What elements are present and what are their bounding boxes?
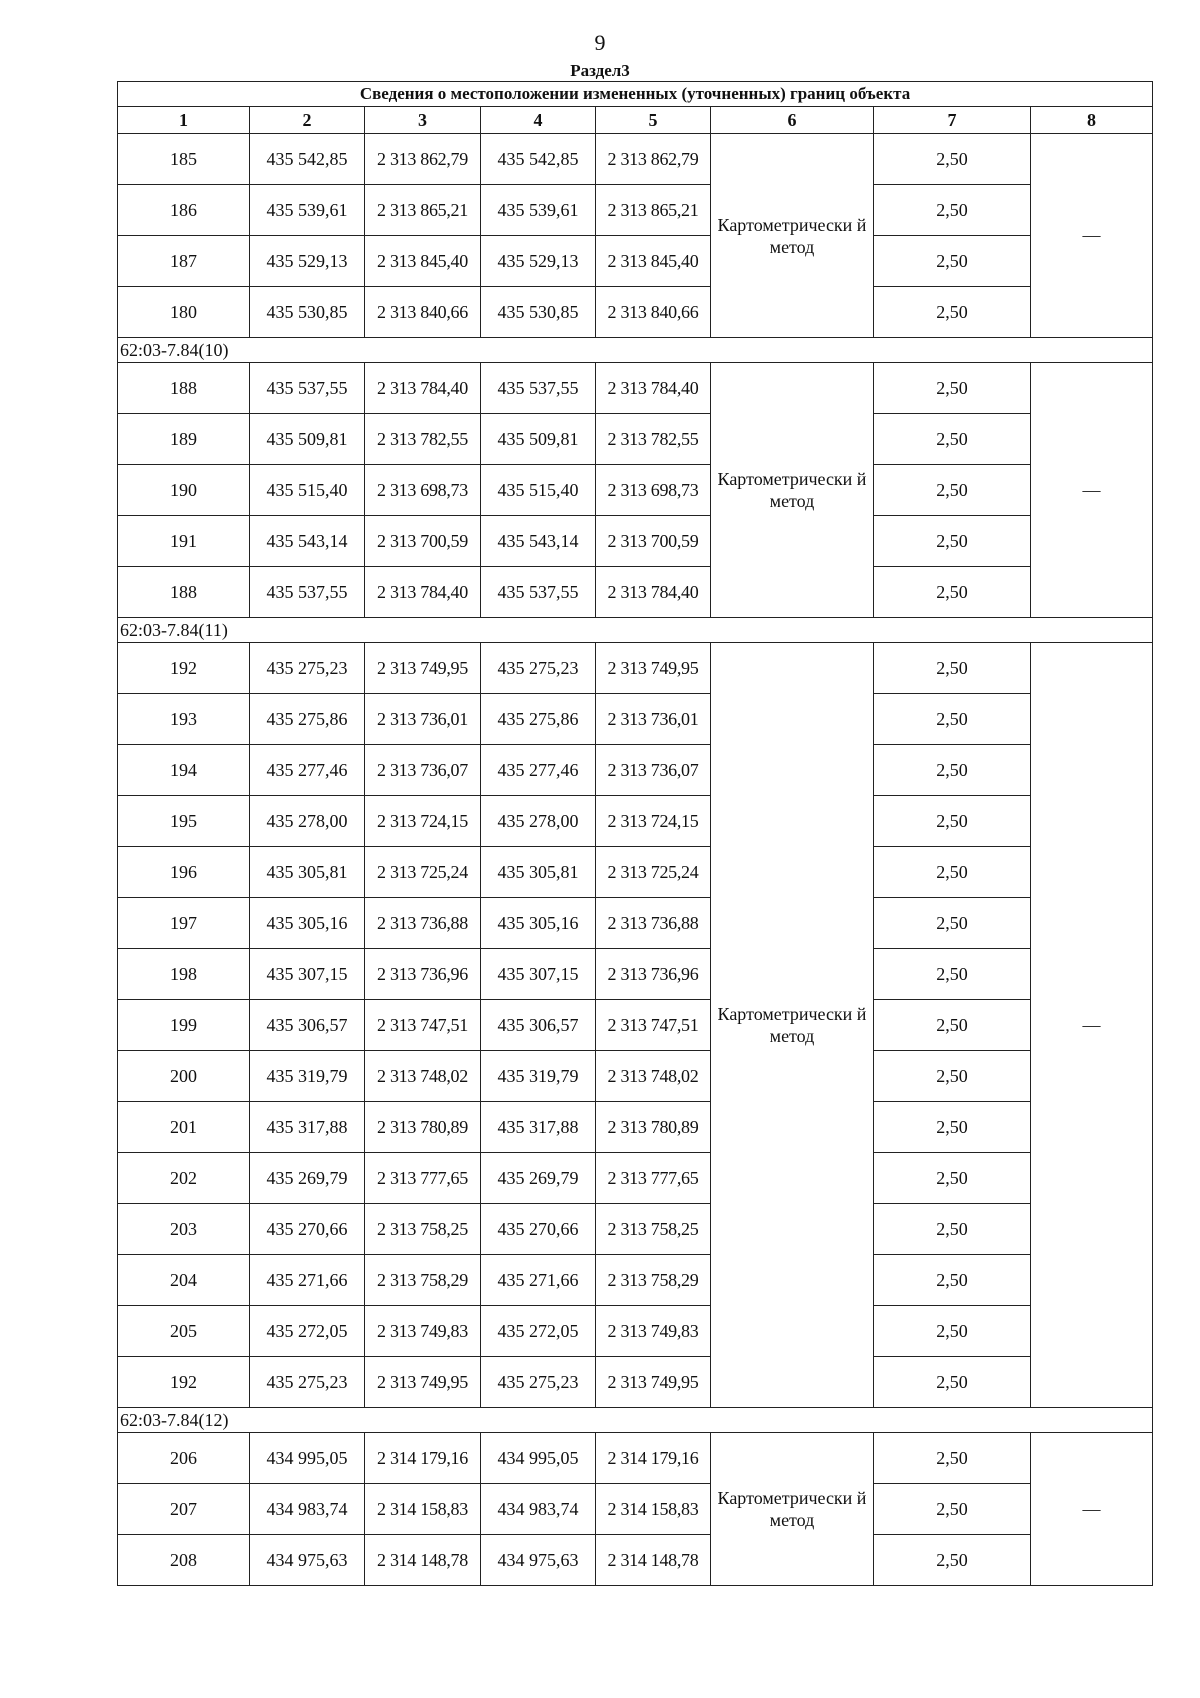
point-number: 197 xyxy=(118,898,250,949)
y-coordinate-new: 2 313 777,65 xyxy=(596,1153,711,1204)
x-coordinate: 435 542,85 xyxy=(250,134,365,185)
y-coordinate-new: 2 313 865,21 xyxy=(596,185,711,236)
parcel-group-row xyxy=(118,618,1153,643)
accuracy-value: 2,50 xyxy=(874,1153,1031,1204)
point-number: 199 xyxy=(118,1000,250,1051)
accuracy-value: 2,50 xyxy=(874,1051,1031,1102)
x-coordinate-new: 435 317,88 xyxy=(481,1102,596,1153)
accuracy-value: 2,50 xyxy=(874,185,1031,236)
column-header: 8 xyxy=(1031,107,1153,134)
point-number: 208 xyxy=(118,1535,250,1586)
x-coordinate-new: 435 509,81 xyxy=(481,414,596,465)
y-coordinate-new: 2 313 698,73 xyxy=(596,465,711,516)
x-coordinate: 435 271,66 xyxy=(250,1255,365,1306)
y-coordinate: 2 313 862,79 xyxy=(365,134,481,185)
y-coordinate-new: 2 313 845,40 xyxy=(596,236,711,287)
y-coordinate: 2 313 700,59 xyxy=(365,516,481,567)
x-coordinate-new: 435 515,40 xyxy=(481,465,596,516)
boundary-coordinates-table xyxy=(117,81,1153,1586)
accuracy-value: 2,50 xyxy=(874,1484,1031,1535)
y-coordinate: 2 313 780,89 xyxy=(365,1102,481,1153)
table-row xyxy=(118,287,1153,338)
table-row xyxy=(118,465,1153,516)
table-row xyxy=(118,1306,1153,1357)
y-coordinate: 2 313 698,73 xyxy=(365,465,481,516)
point-number: 192 xyxy=(118,643,250,694)
table-row xyxy=(118,1433,1153,1484)
y-coordinate: 2 313 845,40 xyxy=(365,236,481,287)
column-8-dash: — xyxy=(1031,643,1153,1408)
x-coordinate: 435 543,14 xyxy=(250,516,365,567)
parcel-group-label: 62:03-7.84(12) xyxy=(118,1408,1153,1433)
point-number: 196 xyxy=(118,847,250,898)
table-row xyxy=(118,516,1153,567)
y-coordinate-new: 2 313 749,83 xyxy=(596,1306,711,1357)
y-coordinate: 2 313 784,40 xyxy=(365,567,481,618)
y-coordinate-new: 2 313 782,55 xyxy=(596,414,711,465)
table-row xyxy=(118,847,1153,898)
table-row xyxy=(118,694,1153,745)
point-number: 185 xyxy=(118,134,250,185)
y-coordinate-new: 2 313 736,88 xyxy=(596,898,711,949)
accuracy-value: 2,50 xyxy=(874,1535,1031,1586)
accuracy-value: 2,50 xyxy=(874,1433,1031,1484)
x-coordinate: 435 509,81 xyxy=(250,414,365,465)
y-coordinate-new: 2 313 749,95 xyxy=(596,643,711,694)
x-coordinate-new: 435 270,66 xyxy=(481,1204,596,1255)
y-coordinate: 2 313 782,55 xyxy=(365,414,481,465)
x-coordinate: 435 305,16 xyxy=(250,898,365,949)
table-row xyxy=(118,185,1153,236)
y-coordinate-new: 2 313 840,66 xyxy=(596,287,711,338)
column-header: 3 xyxy=(365,107,481,134)
y-coordinate: 2 314 148,78 xyxy=(365,1535,481,1586)
table-row xyxy=(118,1051,1153,1102)
accuracy-value: 2,50 xyxy=(874,1357,1031,1408)
column-header: 1 xyxy=(118,107,250,134)
y-coordinate: 2 313 724,15 xyxy=(365,796,481,847)
x-coordinate: 435 306,57 xyxy=(250,1000,365,1051)
x-coordinate-new: 435 271,66 xyxy=(481,1255,596,1306)
x-coordinate: 435 277,46 xyxy=(250,745,365,796)
x-coordinate: 435 529,13 xyxy=(250,236,365,287)
accuracy-value: 2,50 xyxy=(874,745,1031,796)
x-coordinate-new: 435 529,13 xyxy=(481,236,596,287)
y-coordinate-new: 2 314 158,83 xyxy=(596,1484,711,1535)
y-coordinate: 2 313 749,83 xyxy=(365,1306,481,1357)
table-row xyxy=(118,949,1153,1000)
method-cell: Картометрически й метод xyxy=(711,643,874,1408)
x-coordinate-new: 435 272,05 xyxy=(481,1306,596,1357)
x-coordinate: 435 275,23 xyxy=(250,1357,365,1408)
point-number: 207 xyxy=(118,1484,250,1535)
y-coordinate: 2 313 865,21 xyxy=(365,185,481,236)
parcel-group-row xyxy=(118,338,1153,363)
table-row xyxy=(118,1000,1153,1051)
accuracy-value: 2,50 xyxy=(874,1255,1031,1306)
point-number: 203 xyxy=(118,1204,250,1255)
y-coordinate-new: 2 313 748,02 xyxy=(596,1051,711,1102)
x-coordinate-new: 435 530,85 xyxy=(481,287,596,338)
x-coordinate-new: 435 537,55 xyxy=(481,567,596,618)
x-coordinate-new: 435 275,86 xyxy=(481,694,596,745)
point-number: 206 xyxy=(118,1433,250,1484)
x-coordinate: 435 278,00 xyxy=(250,796,365,847)
point-number: 186 xyxy=(118,185,250,236)
y-coordinate: 2 313 736,01 xyxy=(365,694,481,745)
x-coordinate-new: 435 278,00 xyxy=(481,796,596,847)
x-coordinate: 435 319,79 xyxy=(250,1051,365,1102)
accuracy-value: 2,50 xyxy=(874,363,1031,414)
accuracy-value: 2,50 xyxy=(874,643,1031,694)
y-coordinate-new: 2 313 758,25 xyxy=(596,1204,711,1255)
y-coordinate: 2 313 736,96 xyxy=(365,949,481,1000)
table-row xyxy=(118,1357,1153,1408)
column-header: 5 xyxy=(596,107,711,134)
table-row xyxy=(118,1255,1153,1306)
column-8-dash: — xyxy=(1031,363,1153,618)
x-coordinate: 434 983,74 xyxy=(250,1484,365,1535)
y-coordinate-new: 2 314 148,78 xyxy=(596,1535,711,1586)
table-row xyxy=(118,1535,1153,1586)
x-coordinate: 435 307,15 xyxy=(250,949,365,1000)
point-number: 190 xyxy=(118,465,250,516)
y-coordinate: 2 313 784,40 xyxy=(365,363,481,414)
table-row xyxy=(118,796,1153,847)
accuracy-value: 2,50 xyxy=(874,516,1031,567)
x-coordinate-new: 435 306,57 xyxy=(481,1000,596,1051)
accuracy-value: 2,50 xyxy=(874,1000,1031,1051)
x-coordinate: 434 995,05 xyxy=(250,1433,365,1484)
table-caption-row xyxy=(118,82,1153,107)
point-number: 188 xyxy=(118,567,250,618)
column-header: 4 xyxy=(481,107,596,134)
column-8-dash: — xyxy=(1031,1433,1153,1586)
accuracy-value: 2,50 xyxy=(874,1306,1031,1357)
x-coordinate-new: 434 975,63 xyxy=(481,1535,596,1586)
y-coordinate: 2 313 736,07 xyxy=(365,745,481,796)
accuracy-value: 2,50 xyxy=(874,567,1031,618)
table-row xyxy=(118,643,1153,694)
x-coordinate: 435 270,66 xyxy=(250,1204,365,1255)
x-coordinate: 435 537,55 xyxy=(250,363,365,414)
y-coordinate-new: 2 313 736,07 xyxy=(596,745,711,796)
point-number: 198 xyxy=(118,949,250,1000)
method-cell: Картометрически й метод xyxy=(711,1433,874,1586)
column-header: 7 xyxy=(874,107,1031,134)
x-coordinate: 435 269,79 xyxy=(250,1153,365,1204)
x-coordinate-new: 435 539,61 xyxy=(481,185,596,236)
x-coordinate-new: 435 537,55 xyxy=(481,363,596,414)
accuracy-value: 2,50 xyxy=(874,287,1031,338)
y-coordinate-new: 2 314 179,16 xyxy=(596,1433,711,1484)
table-row xyxy=(118,414,1153,465)
point-number: 194 xyxy=(118,745,250,796)
accuracy-value: 2,50 xyxy=(874,1204,1031,1255)
x-coordinate-new: 435 543,14 xyxy=(481,516,596,567)
section-title: Раздел3 xyxy=(570,61,630,80)
point-number: 180 xyxy=(118,287,250,338)
x-coordinate: 435 275,86 xyxy=(250,694,365,745)
x-coordinate: 435 537,55 xyxy=(250,567,365,618)
accuracy-value: 2,50 xyxy=(874,949,1031,1000)
table-row xyxy=(118,1153,1153,1204)
x-coordinate-new: 435 269,79 xyxy=(481,1153,596,1204)
table-row xyxy=(118,567,1153,618)
y-coordinate-new: 2 313 724,15 xyxy=(596,796,711,847)
table-caption: Сведения о местоположении измененных (уточненных) границ объекта xyxy=(118,82,1153,107)
point-number: 200 xyxy=(118,1051,250,1102)
x-coordinate-new: 434 995,05 xyxy=(481,1433,596,1484)
y-coordinate: 2 313 749,95 xyxy=(365,643,481,694)
accuracy-value: 2,50 xyxy=(874,694,1031,745)
accuracy-value: 2,50 xyxy=(874,1102,1031,1153)
table-row xyxy=(118,1102,1153,1153)
table-row xyxy=(118,745,1153,796)
accuracy-value: 2,50 xyxy=(874,847,1031,898)
x-coordinate-new: 435 277,46 xyxy=(481,745,596,796)
point-number: 201 xyxy=(118,1102,250,1153)
y-coordinate-new: 2 313 749,95 xyxy=(596,1357,711,1408)
method-cell: Картометрически й метод xyxy=(711,363,874,618)
x-coordinate-new: 435 305,81 xyxy=(481,847,596,898)
page-number: 9 xyxy=(594,30,606,55)
x-coordinate-new: 434 983,74 xyxy=(481,1484,596,1535)
table-row xyxy=(118,363,1153,414)
point-number: 204 xyxy=(118,1255,250,1306)
y-coordinate-new: 2 313 736,96 xyxy=(596,949,711,1000)
x-coordinate: 435 305,81 xyxy=(250,847,365,898)
accuracy-value: 2,50 xyxy=(874,236,1031,287)
table-row xyxy=(118,236,1153,287)
y-coordinate: 2 313 725,24 xyxy=(365,847,481,898)
x-coordinate: 435 515,40 xyxy=(250,465,365,516)
x-coordinate: 435 530,85 xyxy=(250,287,365,338)
accuracy-value: 2,50 xyxy=(874,134,1031,185)
point-number: 191 xyxy=(118,516,250,567)
table-row xyxy=(118,898,1153,949)
point-number: 193 xyxy=(118,694,250,745)
column-header: 6 xyxy=(711,107,874,134)
parcel-group-row xyxy=(118,1408,1153,1433)
parcel-group-label: 62:03-7.84(10) xyxy=(118,338,1153,363)
x-coordinate-new: 435 305,16 xyxy=(481,898,596,949)
y-coordinate: 2 314 179,16 xyxy=(365,1433,481,1484)
x-coordinate: 435 539,61 xyxy=(250,185,365,236)
x-coordinate-new: 435 319,79 xyxy=(481,1051,596,1102)
x-coordinate: 434 975,63 xyxy=(250,1535,365,1586)
x-coordinate: 435 272,05 xyxy=(250,1306,365,1357)
y-coordinate-new: 2 313 758,29 xyxy=(596,1255,711,1306)
y-coordinate: 2 313 748,02 xyxy=(365,1051,481,1102)
method-cell: Картометрически й метод xyxy=(711,134,874,338)
point-number: 189 xyxy=(118,414,250,465)
point-number: 205 xyxy=(118,1306,250,1357)
y-coordinate: 2 314 158,83 xyxy=(365,1484,481,1535)
column-header-row xyxy=(118,107,1153,134)
y-coordinate: 2 313 840,66 xyxy=(365,287,481,338)
y-coordinate-new: 2 313 747,51 xyxy=(596,1000,711,1051)
parcel-group-label: 62:03-7.84(11) xyxy=(118,618,1153,643)
y-coordinate: 2 313 758,25 xyxy=(365,1204,481,1255)
y-coordinate-new: 2 313 725,24 xyxy=(596,847,711,898)
column-header: 2 xyxy=(250,107,365,134)
point-number: 195 xyxy=(118,796,250,847)
table-row xyxy=(118,1204,1153,1255)
y-coordinate: 2 313 736,88 xyxy=(365,898,481,949)
point-number: 202 xyxy=(118,1153,250,1204)
y-coordinate-new: 2 313 784,40 xyxy=(596,363,711,414)
y-coordinate-new: 2 313 700,59 xyxy=(596,516,711,567)
x-coordinate: 435 317,88 xyxy=(250,1102,365,1153)
accuracy-value: 2,50 xyxy=(874,898,1031,949)
x-coordinate-new: 435 542,85 xyxy=(481,134,596,185)
accuracy-value: 2,50 xyxy=(874,414,1031,465)
y-coordinate-new: 2 313 784,40 xyxy=(596,567,711,618)
accuracy-value: 2,50 xyxy=(874,465,1031,516)
column-8-dash: — xyxy=(1031,134,1153,338)
y-coordinate: 2 313 747,51 xyxy=(365,1000,481,1051)
y-coordinate-new: 2 313 862,79 xyxy=(596,134,711,185)
y-coordinate: 2 313 777,65 xyxy=(365,1153,481,1204)
x-coordinate-new: 435 307,15 xyxy=(481,949,596,1000)
accuracy-value: 2,50 xyxy=(874,796,1031,847)
table-row xyxy=(118,1484,1153,1535)
x-coordinate: 435 275,23 xyxy=(250,643,365,694)
y-coordinate: 2 313 758,29 xyxy=(365,1255,481,1306)
point-number: 192 xyxy=(118,1357,250,1408)
table-row xyxy=(118,134,1153,185)
point-number: 188 xyxy=(118,363,250,414)
x-coordinate-new: 435 275,23 xyxy=(481,643,596,694)
y-coordinate-new: 2 313 736,01 xyxy=(596,694,711,745)
y-coordinate: 2 313 749,95 xyxy=(365,1357,481,1408)
x-coordinate-new: 435 275,23 xyxy=(481,1357,596,1408)
point-number: 187 xyxy=(118,236,250,287)
y-coordinate-new: 2 313 780,89 xyxy=(596,1102,711,1153)
